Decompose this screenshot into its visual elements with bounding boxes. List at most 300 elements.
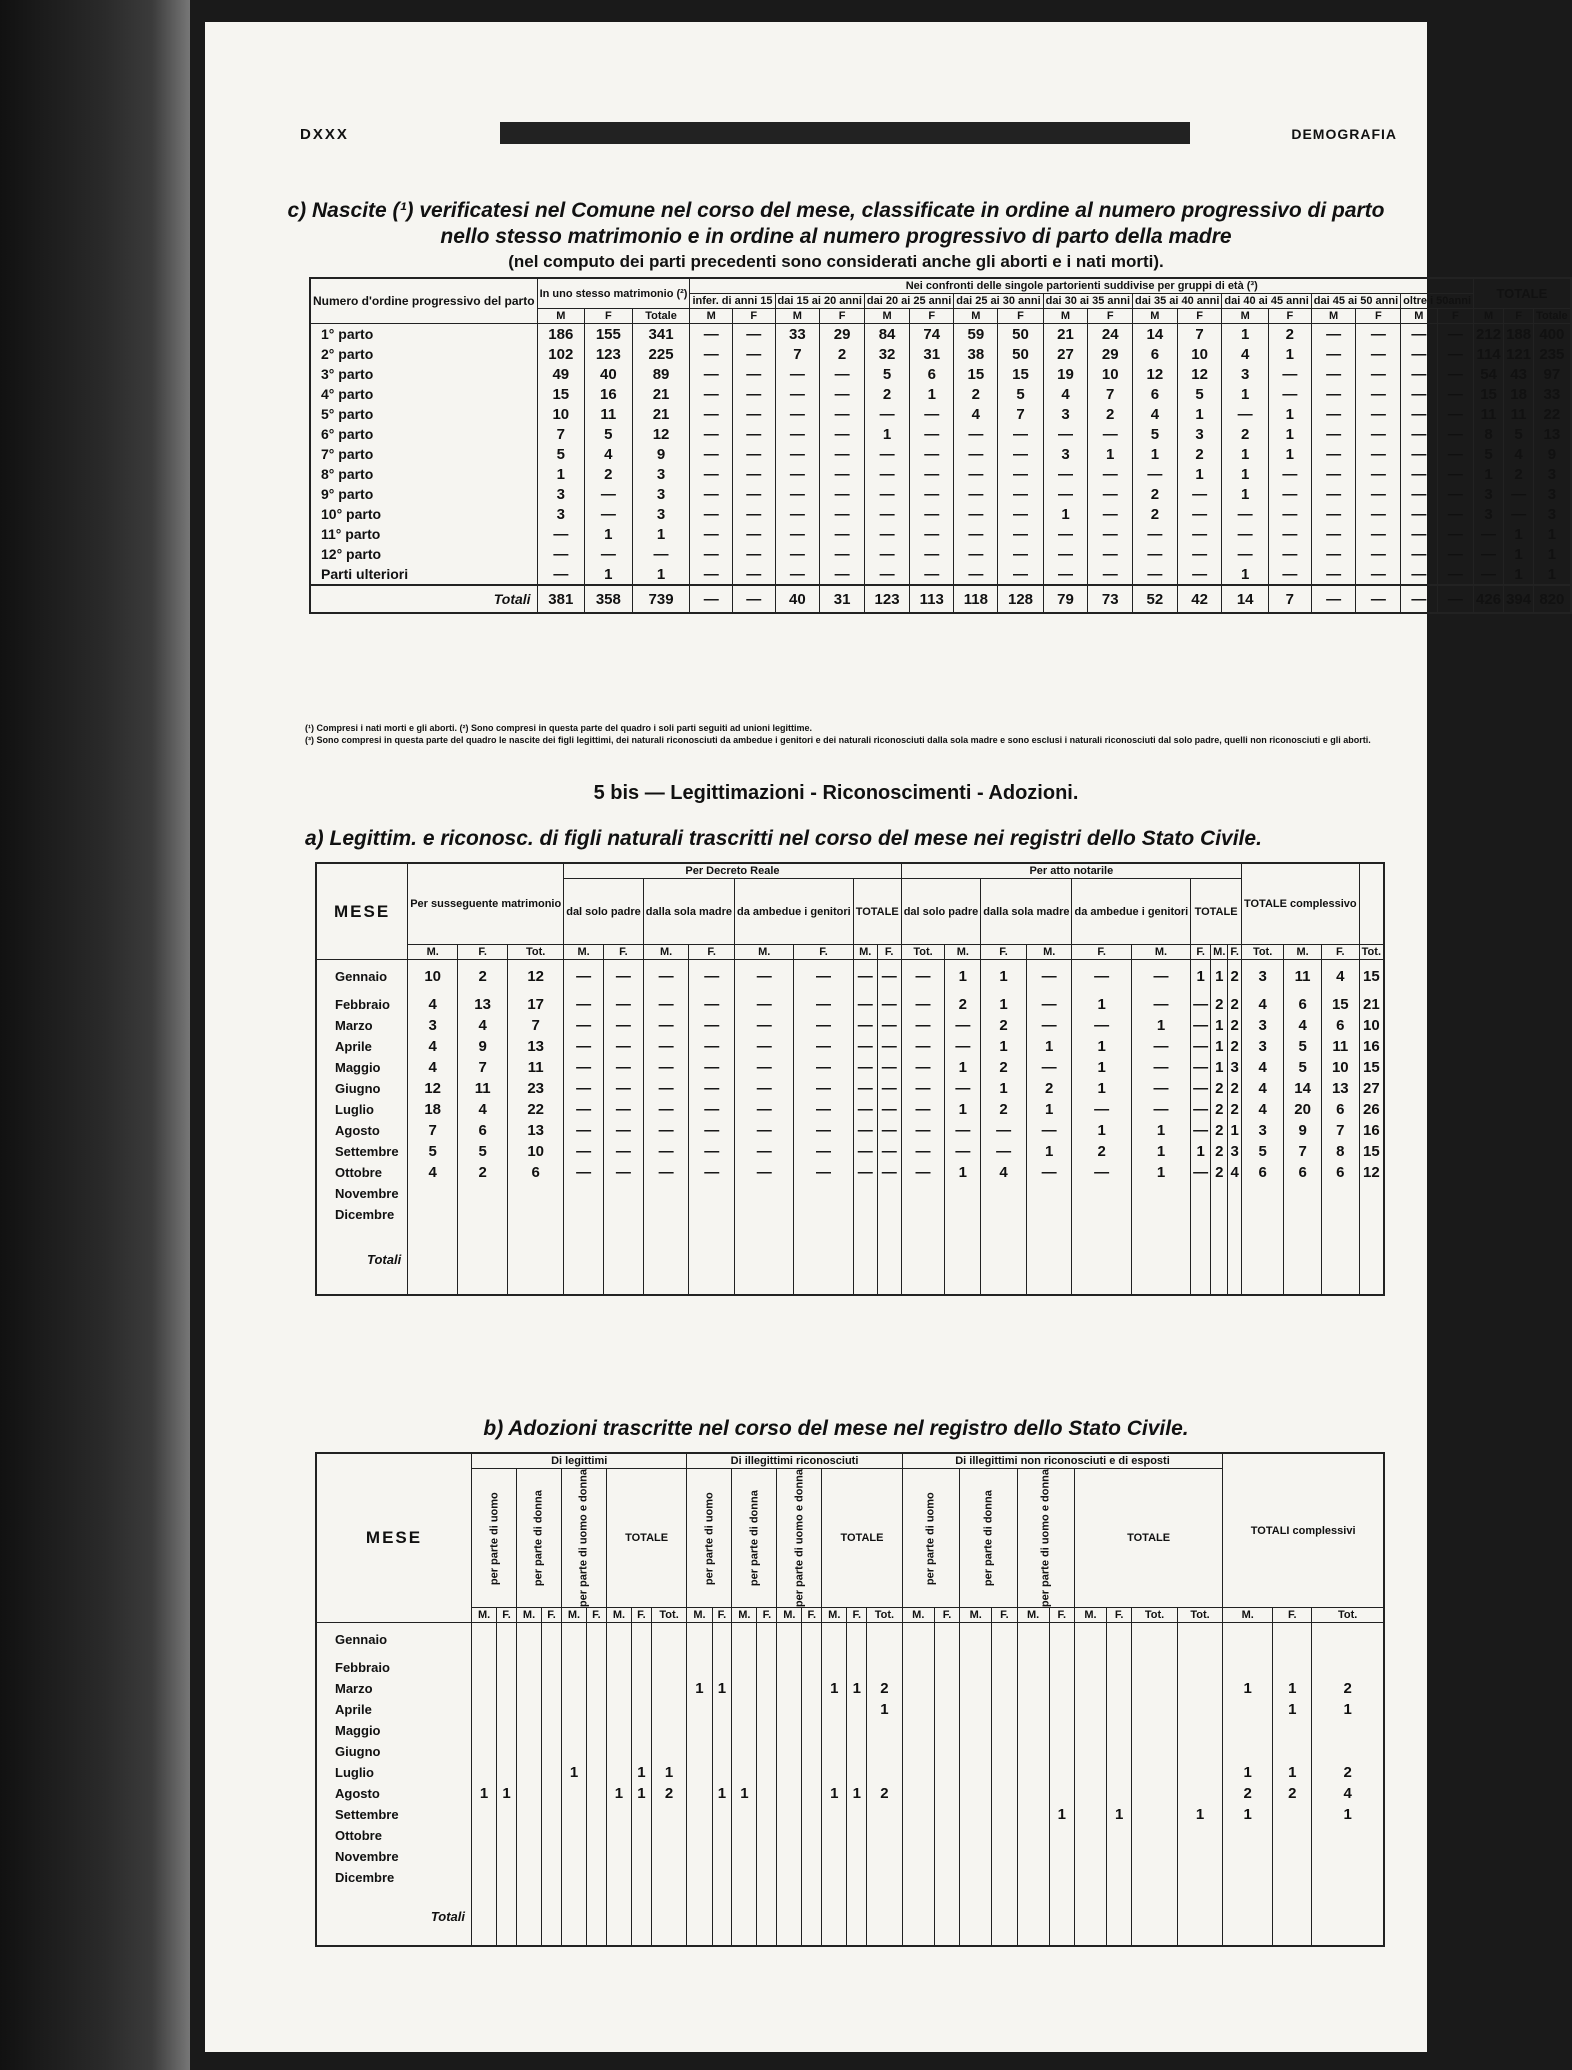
- table-cell: —: [604, 1162, 644, 1183]
- table-cell: 1: [1131, 1162, 1190, 1183]
- table-cell: 12: [508, 960, 564, 994]
- table-cell: [561, 1888, 586, 1946]
- table-cell: —: [794, 1078, 853, 1099]
- table-cell: 1: [561, 1762, 586, 1783]
- table-cell: [934, 1623, 959, 1657]
- table-cell: [516, 1846, 541, 1867]
- head-m: M.: [1211, 945, 1228, 960]
- table-row: [310, 404, 1571, 424]
- table-cell: [1312, 1825, 1384, 1846]
- head-f: F.: [689, 945, 735, 960]
- table-cell: [847, 1699, 867, 1720]
- table-cell: —: [775, 424, 820, 444]
- table-cell: —: [564, 1099, 604, 1120]
- table-cell: [689, 1204, 735, 1225]
- table-cell: 1: [981, 1078, 1027, 1099]
- table-cell: 2: [1268, 324, 1311, 345]
- table-cell: [822, 1762, 847, 1783]
- table-cell: [587, 1741, 607, 1762]
- table-cell: 1: [712, 1783, 732, 1804]
- table-cell: —: [853, 1057, 877, 1078]
- table-cell: [632, 1720, 652, 1741]
- table-cell: 5: [1177, 384, 1222, 404]
- head-age-group: dai 25 ai 30 anni: [954, 294, 1043, 309]
- table-cell: [1074, 1846, 1106, 1867]
- row-label: 7° parto: [310, 444, 537, 464]
- table-cell: 21: [1043, 324, 1088, 345]
- table-cell: [757, 1804, 777, 1825]
- table-cell: —: [1026, 1015, 1072, 1036]
- table-cell: —: [1177, 484, 1222, 504]
- table-cell: 1: [1072, 1057, 1131, 1078]
- table-cell: [472, 1623, 497, 1657]
- table-cell: —: [1026, 960, 1072, 994]
- table-cell: —: [1437, 404, 1473, 424]
- table-cell: [687, 1762, 712, 1783]
- table-cell: —: [1191, 1057, 1211, 1078]
- table-cell: [1211, 1225, 1228, 1295]
- table-cell: [516, 1804, 541, 1825]
- head-donna: per parte di donna: [960, 1469, 1017, 1608]
- table-cell: 11: [458, 1078, 508, 1099]
- table-cell: —: [1131, 994, 1190, 1015]
- table-row: [316, 1846, 1384, 1867]
- table-cell: [1132, 1699, 1177, 1720]
- table-cell: 3: [537, 484, 585, 504]
- table-cell: 2: [1228, 994, 1242, 1015]
- table-cell: 5: [1284, 1057, 1322, 1078]
- table-cell: —: [1401, 524, 1437, 544]
- table-cell: —: [564, 1078, 604, 1099]
- table-cell: 2: [1228, 1036, 1242, 1057]
- table-cell: —: [877, 1036, 901, 1057]
- table-cell: 1: [606, 1783, 631, 1804]
- table-cell: [587, 1783, 607, 1804]
- table-cell: [643, 1225, 689, 1295]
- table-cell: —: [690, 424, 733, 444]
- table-cell: 7: [998, 404, 1043, 424]
- table-cell: [934, 1678, 959, 1699]
- table-cell: —: [945, 1141, 981, 1162]
- table-cell: 2: [1222, 424, 1268, 444]
- table-cell: 59: [954, 324, 998, 345]
- table-cell: [542, 1804, 562, 1825]
- table-cell: —: [1311, 544, 1356, 564]
- table-cell: [587, 1623, 607, 1657]
- table-cell: —: [853, 1141, 877, 1162]
- row-label: Luglio: [316, 1099, 408, 1120]
- table-cell: —: [877, 1099, 901, 1120]
- table-cell: [847, 1657, 867, 1678]
- row-label: Dicembre: [316, 1204, 408, 1225]
- totals-row: [310, 585, 1571, 613]
- table-cell: —: [733, 464, 776, 484]
- table-cell: —: [643, 1057, 689, 1078]
- table-cell: 15: [954, 364, 998, 384]
- table-cell: —: [1356, 424, 1401, 444]
- table-cell: [902, 1867, 934, 1888]
- head-m: M: [690, 309, 733, 324]
- table-cell: 16: [1359, 1120, 1384, 1141]
- table-cell: [902, 1783, 934, 1804]
- table-cell: [1211, 1183, 1228, 1204]
- table-cell: [564, 1225, 604, 1295]
- row-label: Giugno: [316, 1078, 408, 1099]
- table-cell: 2: [1026, 1078, 1072, 1099]
- table-row: [316, 1804, 1384, 1825]
- table-cell: [472, 1762, 497, 1783]
- table-cell: —: [954, 524, 998, 544]
- table-cell: —: [1437, 384, 1473, 404]
- table-cell: [934, 1846, 959, 1867]
- table-cell: 426: [1474, 585, 1504, 613]
- table-cell: [1049, 1867, 1074, 1888]
- table-cell: [777, 1846, 802, 1867]
- table-cell: [687, 1623, 712, 1657]
- row-label: 10° parto: [310, 504, 537, 524]
- table-cell: [542, 1846, 562, 1867]
- table-cell: 1: [1534, 544, 1571, 564]
- table-row: [310, 324, 1571, 345]
- table-cell: [651, 1888, 687, 1946]
- table-cell: —: [1401, 384, 1437, 404]
- head-m: M: [775, 309, 820, 324]
- table-cell: —: [690, 384, 733, 404]
- table-cell: 14: [1284, 1078, 1322, 1099]
- table-cell: [1049, 1762, 1074, 1783]
- table-cell: 2: [1211, 1099, 1228, 1120]
- table-cell: —: [1311, 364, 1356, 384]
- table-cell: 10: [408, 960, 458, 994]
- table-cell: —: [853, 1015, 877, 1036]
- table-cell: 128: [998, 585, 1043, 613]
- table-cell: [497, 1657, 517, 1678]
- table-cell: [1359, 1183, 1384, 1204]
- table-cell: 3: [632, 464, 690, 484]
- table-cell: —: [1191, 1162, 1211, 1183]
- table-cell: —: [604, 1036, 644, 1057]
- document-page: [205, 22, 1568, 2052]
- table-cell: [1107, 1825, 1132, 1846]
- table-cell: [757, 1846, 777, 1867]
- table-cell: —: [1311, 344, 1356, 364]
- table-cell: [1284, 1183, 1322, 1204]
- table-cell: —: [794, 1036, 853, 1057]
- table-cell: [867, 1825, 903, 1846]
- head-f: F.: [794, 945, 853, 960]
- table-cell: [822, 1888, 847, 1946]
- table-cell: 1: [1072, 1120, 1131, 1141]
- table-cell: [712, 1846, 732, 1867]
- mf-header-row: [316, 945, 1384, 960]
- table-cell: [934, 1888, 959, 1946]
- table-cell: [901, 1225, 945, 1295]
- table-cell: 6: [1133, 384, 1178, 404]
- table-cell: 4: [1321, 960, 1359, 994]
- head-m: M.: [1026, 945, 1072, 960]
- table-cell: [1074, 1825, 1106, 1846]
- table-cell: —: [1437, 444, 1473, 464]
- table-cell: [945, 1183, 981, 1204]
- head-f: F.: [802, 1608, 822, 1623]
- table-cell: —: [820, 544, 865, 564]
- row-label: 11° parto: [310, 524, 537, 544]
- table-cell: —: [643, 1099, 689, 1120]
- table-cell: 31: [910, 344, 954, 364]
- table-cell: 1: [1131, 1120, 1190, 1141]
- table-cell: [606, 1762, 631, 1783]
- head-m: M.: [564, 945, 604, 960]
- table-cell: [632, 1804, 652, 1825]
- head-m: M: [1043, 309, 1088, 324]
- table-cell: [1223, 1867, 1273, 1888]
- table-cell: 6: [508, 1162, 564, 1183]
- table-cell: [902, 1762, 934, 1783]
- table-cell: 5: [1133, 424, 1178, 444]
- table-cell: —: [910, 424, 954, 444]
- table-cell: [1359, 1204, 1384, 1225]
- table-cell: 2: [867, 1783, 903, 1804]
- row-label: Parti ulteriori: [310, 564, 537, 585]
- head-donna: per parte di donna: [516, 1469, 561, 1608]
- table-cell: —: [1311, 524, 1356, 544]
- head-legittimi: Di legittimi: [472, 1453, 687, 1469]
- footnote-1: (¹) Compresi i nati morti e gli aborti. (²) Sono compresi in questa parte del quadro i soli parti seguiti ad unioni legittime.: [305, 723, 813, 733]
- table-cell: —: [733, 384, 776, 404]
- table-cell: 7: [537, 424, 585, 444]
- table-cell: [960, 1825, 992, 1846]
- table-cell: [516, 1888, 541, 1946]
- table-cell: [497, 1678, 517, 1699]
- table-cell: 50: [998, 344, 1043, 364]
- table-cell: [632, 1623, 652, 1657]
- table-cell: [732, 1657, 757, 1678]
- table-cell: —: [1268, 544, 1311, 564]
- table-cell: 54: [1474, 364, 1504, 384]
- table-cell: 1: [537, 464, 585, 484]
- table-cell: —: [735, 1120, 794, 1141]
- table-cell: [732, 1623, 757, 1657]
- head-f: F: [1177, 309, 1222, 324]
- table-cell: —: [1088, 484, 1133, 504]
- table-row: [316, 1699, 1384, 1720]
- table-cell: 12: [408, 1078, 458, 1099]
- table-cell: —: [585, 504, 633, 524]
- table-cell: 97: [1534, 364, 1571, 384]
- table-cell: [561, 1846, 586, 1867]
- table-cell: —: [1222, 524, 1268, 544]
- table-cell: —: [775, 564, 820, 585]
- table-cell: [687, 1804, 712, 1825]
- table-cell: [1017, 1888, 1049, 1946]
- table-cell: [606, 1741, 631, 1762]
- table-cell: [802, 1867, 822, 1888]
- head-donna: per parte di donna: [732, 1469, 777, 1608]
- table-cell: [757, 1825, 777, 1846]
- legitimations-table-body: [316, 960, 1384, 1295]
- table-cell: [687, 1783, 712, 1804]
- births-table-body: [310, 324, 1571, 614]
- table-cell: 6: [910, 364, 954, 384]
- table-cell: 2: [458, 960, 508, 994]
- table-cell: [1049, 1699, 1074, 1720]
- table-cell: —: [1043, 524, 1088, 544]
- table-cell: 42: [1177, 585, 1222, 613]
- table-cell: [542, 1825, 562, 1846]
- table-cell: [687, 1741, 712, 1762]
- table-cell: [981, 1183, 1027, 1204]
- table-cell: 2: [1273, 1783, 1312, 1804]
- table-cell: —: [794, 1141, 853, 1162]
- table-cell: —: [864, 564, 909, 585]
- table-cell: —: [564, 1015, 604, 1036]
- table-cell: [1017, 1741, 1049, 1762]
- table-cell: —: [1131, 1099, 1190, 1120]
- table-cell: [1177, 1825, 1223, 1846]
- table-cell: [1074, 1804, 1106, 1825]
- head-age-groups: Nei confronti delle singole partorienti suddivise per gruppi di età (³): [690, 278, 1474, 294]
- table-cell: 15: [1474, 384, 1504, 404]
- table-cell: [960, 1783, 992, 1804]
- table-cell: 15: [1321, 994, 1359, 1015]
- table-cell: —: [901, 1162, 945, 1183]
- table-cell: 3: [1241, 1015, 1283, 1036]
- table-cell: [757, 1867, 777, 1888]
- table-cell: 1: [945, 1057, 981, 1078]
- head-f: F: [733, 309, 776, 324]
- table-cell: [1223, 1657, 1273, 1678]
- table-cell: [1074, 1720, 1106, 1741]
- row-label: 3° parto: [310, 364, 537, 384]
- table-cell: 4: [981, 1162, 1027, 1183]
- table-cell: 1: [1223, 1804, 1273, 1825]
- table-cell: —: [733, 585, 776, 613]
- head-m: M: [537, 309, 585, 324]
- table-cell: —: [901, 960, 945, 994]
- table-cell: [802, 1657, 822, 1678]
- table-cell: —: [1474, 544, 1504, 564]
- table-cell: 2: [1177, 444, 1222, 464]
- table-cell: 1: [1088, 444, 1133, 464]
- totals-label: Totali: [316, 1225, 408, 1295]
- table-cell: 225: [632, 344, 690, 364]
- row-label: Ottobre: [316, 1162, 408, 1183]
- section-name: DEMOGRAFIA: [1291, 126, 1397, 142]
- head-notarile-ambedue: da ambedue i genitori: [1072, 879, 1191, 945]
- table-cell: [735, 1225, 794, 1295]
- table-cell: —: [864, 444, 909, 464]
- table-cell: [1017, 1762, 1049, 1783]
- table-cell: [802, 1846, 822, 1867]
- table-cell: [981, 1225, 1027, 1295]
- head-mese: MESE: [316, 863, 408, 960]
- table-cell: 2: [1504, 464, 1534, 484]
- head-f: F.: [847, 1608, 867, 1623]
- table-cell: [1177, 1720, 1223, 1741]
- table-cell: 123: [585, 344, 633, 364]
- table-cell: [561, 1741, 586, 1762]
- table-cell: [992, 1783, 1017, 1804]
- head-age-group: dai 20 ai 25 anni: [864, 294, 953, 309]
- table-cell: [802, 1825, 822, 1846]
- table-cell: [604, 1183, 644, 1204]
- table-cell: —: [733, 564, 776, 585]
- table-cell: —: [794, 1015, 853, 1036]
- table-cell: —: [775, 484, 820, 504]
- head-decreto: Per Decreto Reale: [564, 863, 901, 879]
- table-cell: —: [735, 1015, 794, 1036]
- table-cell: —: [1311, 384, 1356, 404]
- table-cell: —: [604, 1120, 644, 1141]
- table-cell: [757, 1783, 777, 1804]
- table-cell: —: [1043, 484, 1088, 504]
- head-f: F.: [1072, 945, 1131, 960]
- head-f: F.: [1321, 945, 1359, 960]
- table-cell: —: [690, 524, 733, 544]
- table-row: [310, 384, 1571, 404]
- table-cell: —: [1356, 585, 1401, 613]
- table-cell: 3: [408, 1015, 458, 1036]
- table-cell: 12: [1359, 1162, 1384, 1183]
- head-uomo: per parte di uomo: [472, 1469, 517, 1608]
- table-cell: 1: [847, 1783, 867, 1804]
- page-header: [300, 118, 1397, 148]
- table-cell: —: [794, 960, 853, 994]
- table-cell: —: [820, 524, 865, 544]
- table-cell: 1: [632, 564, 690, 585]
- head-total: TOTALE: [1474, 278, 1571, 309]
- table-cell: —: [690, 564, 733, 585]
- adoptions-table: [315, 1452, 1385, 1947]
- table-cell: [1223, 1846, 1273, 1867]
- table-cell: 12: [1133, 364, 1178, 384]
- table-cell: [802, 1762, 822, 1783]
- table-cell: [902, 1825, 934, 1846]
- table-cell: [1223, 1720, 1273, 1741]
- footnote-2: (³) Sono compresi in questa parte del quadro le nascite dei figli legittimi, dei naturali riconosciuti da ambedue i genitori e dei naturali riconosciuti dalla sola madre e sono esclusi i naturali riconosciuti dal solo padre, quelli non riconosciuti e gli aborti.: [305, 735, 1371, 745]
- table-cell: —: [1437, 344, 1473, 364]
- table-row: [316, 1825, 1384, 1846]
- table-cell: [1026, 1225, 1072, 1295]
- table-cell: [992, 1678, 1017, 1699]
- table-cell: —: [775, 464, 820, 484]
- table-cell: [472, 1678, 497, 1699]
- table-cell: 1: [1504, 544, 1534, 564]
- table-cell: [853, 1225, 877, 1295]
- table-cell: [1132, 1678, 1177, 1699]
- table-cell: 4: [1284, 1015, 1322, 1036]
- table-cell: [732, 1804, 757, 1825]
- row-label: 1° parto: [310, 324, 537, 345]
- table-cell: [1273, 1720, 1312, 1741]
- table-cell: [632, 1741, 652, 1762]
- table-cell: 155: [585, 324, 633, 345]
- table-cell: 358: [585, 585, 633, 613]
- table-cell: [992, 1720, 1017, 1741]
- table-cell: [1074, 1657, 1106, 1678]
- table-cell: —: [733, 344, 776, 364]
- table-cell: [992, 1657, 1017, 1678]
- table-cell: [847, 1888, 867, 1946]
- table-cell: —: [1356, 564, 1401, 585]
- table-cell: —: [954, 424, 998, 444]
- table-cell: —: [945, 1078, 981, 1099]
- table-cell: [1284, 1204, 1322, 1225]
- table-cell: —: [954, 484, 998, 504]
- table-cell: 1: [822, 1678, 847, 1699]
- table-row: [316, 1099, 1384, 1120]
- table-cell: —: [1088, 464, 1133, 484]
